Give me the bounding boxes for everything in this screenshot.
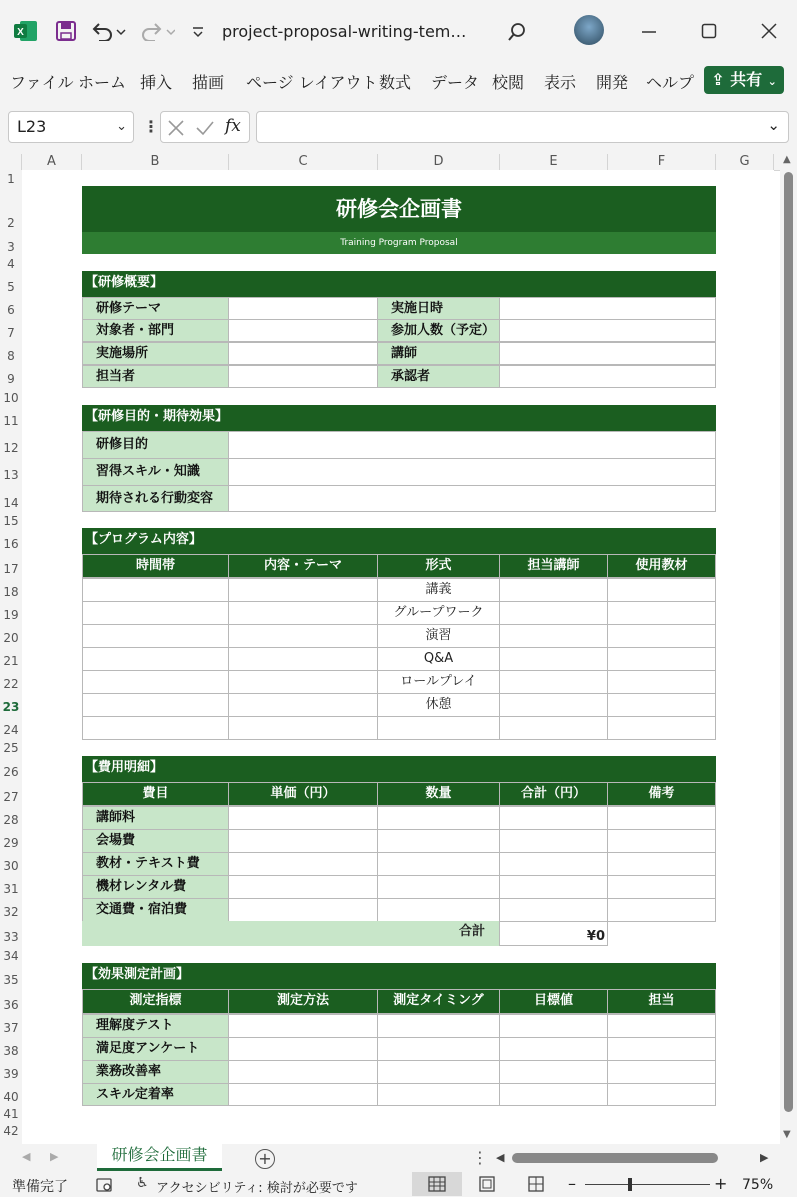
- share-button[interactable]: [704, 66, 784, 94]
- input-cell[interactable]: [607, 1083, 716, 1106]
- input-cell[interactable]: [499, 875, 608, 899]
- input-cell[interactable]: [228, 365, 378, 388]
- cost-item-label: 講師料: [82, 806, 229, 830]
- accessibility-status[interactable]: アクセシビリティ: 検討が必要です: [156, 1181, 358, 1196]
- input-cell[interactable]: [499, 647, 608, 671]
- label-participants: 参加人数（予定）: [377, 319, 500, 342]
- input-cell[interactable]: [607, 670, 716, 694]
- file-name: project-proposal-writing-tem…: [222, 22, 467, 41]
- row-header[interactable]: 19: [3, 608, 19, 622]
- name-box[interactable]: [8, 111, 134, 143]
- input-cell[interactable]: [607, 806, 716, 830]
- input-cell[interactable]: [228, 693, 378, 717]
- row-header[interactable]: 29: [3, 836, 19, 850]
- format-cell[interactable]: ロールプレイ: [377, 670, 500, 694]
- status-bar: [0, 1172, 797, 1197]
- input-cell[interactable]: [228, 601, 378, 625]
- label-behavior: 期待される行動変容: [82, 485, 229, 512]
- formula-input[interactable]: [256, 111, 789, 143]
- input-cell[interactable]: [228, 806, 378, 830]
- input-cell[interactable]: [607, 829, 716, 853]
- expand-formula-icon[interactable]: ⌄: [767, 116, 780, 134]
- tab-page-layout[interactable]: ページ レイアウト: [246, 73, 378, 92]
- zoom-slider-handle[interactable]: [628, 1178, 632, 1191]
- input-cell[interactable]: [499, 578, 608, 602]
- input-cell[interactable]: [377, 1060, 500, 1084]
- input-cell[interactable]: [499, 716, 608, 740]
- tab-formulas[interactable]: 数式: [379, 73, 412, 92]
- scroll-down-icon[interactable]: ▼: [783, 1129, 791, 1140]
- input-cell[interactable]: [82, 693, 229, 717]
- vertical-scrollbar[interactable]: [780, 154, 797, 1144]
- close-icon[interactable]: [761, 23, 777, 39]
- row-header[interactable]: 28: [3, 813, 19, 827]
- metric-label: 満足度アンケート: [82, 1037, 229, 1061]
- sheet-tabs-bar: [0, 1144, 797, 1172]
- input-cell[interactable]: [499, 342, 716, 365]
- row-header[interactable]: 13: [3, 468, 19, 482]
- undo-icon[interactable]: [91, 21, 127, 41]
- column-heading: 形式: [377, 554, 500, 578]
- tab-draw[interactable]: 描画: [192, 73, 225, 92]
- enter-icon[interactable]: [195, 119, 215, 137]
- row-header[interactable]: 12: [3, 441, 19, 455]
- grid-view-icon: [428, 1176, 446, 1192]
- input-cell[interactable]: [82, 670, 229, 694]
- row-header[interactable]: 11: [3, 414, 19, 428]
- label-owner: 担当者: [82, 365, 229, 388]
- column-heading: 測定タイミング: [377, 989, 500, 1014]
- row-header[interactable]: 40: [3, 1090, 19, 1104]
- scroll-right-icon[interactable]: ▶: [760, 1151, 769, 1164]
- row-header[interactable]: 26: [3, 765, 19, 779]
- input-cell[interactable]: [607, 601, 716, 625]
- metric-label: スキル定着率: [82, 1083, 229, 1106]
- input-cell[interactable]: [228, 829, 378, 853]
- input-cell[interactable]: [228, 1083, 378, 1106]
- label-theme: 研修テーマ: [82, 297, 229, 320]
- input-cell[interactable]: [82, 624, 229, 648]
- input-cell[interactable]: [228, 1060, 378, 1084]
- next-sheet-icon[interactable]: ▶: [50, 1150, 59, 1163]
- input-cell[interactable]: [377, 806, 500, 830]
- page-title: 研修会企画書: [82, 186, 716, 232]
- column-heading: 時間帯: [82, 554, 229, 578]
- column-heading: 使用教材: [607, 554, 716, 578]
- input-cell[interactable]: [607, 1037, 716, 1061]
- format-cell[interactable]: グループワーク: [377, 601, 500, 625]
- row-header[interactable]: 15: [3, 514, 19, 528]
- section-header-evaluation: 【効果測定計画】: [82, 963, 716, 989]
- column-header-c[interactable]: C: [229, 154, 378, 170]
- row-header[interactable]: 8: [7, 349, 15, 363]
- formula-buttons: [160, 111, 250, 143]
- row-header[interactable]: 2: [7, 216, 15, 230]
- input-cell[interactable]: [499, 297, 716, 320]
- label-target: 対象者・部門: [82, 319, 229, 342]
- row-headers: [0, 170, 23, 1144]
- status-ready: 準備完了: [12, 1179, 68, 1195]
- input-cell[interactable]: [228, 875, 378, 899]
- row-header[interactable]: 7: [7, 326, 15, 340]
- input-cell[interactable]: [499, 1083, 608, 1106]
- row-header[interactable]: 18: [3, 585, 19, 599]
- format-cell[interactable]: Q&A: [377, 647, 500, 671]
- page-break-view-icon[interactable]: [528, 1176, 544, 1192]
- add-sheet-icon[interactable]: +: [255, 1149, 275, 1169]
- column-header-a[interactable]: A: [22, 154, 82, 170]
- row-header[interactable]: 33: [3, 930, 19, 944]
- prev-sheet-icon[interactable]: ◀: [22, 1150, 31, 1163]
- section-header-program: 【プログラム内容】: [82, 528, 716, 554]
- page-subtitle: Training Program Proposal: [82, 232, 716, 254]
- input-cell[interactable]: [82, 716, 229, 740]
- row-header[interactable]: 4: [7, 257, 15, 271]
- column-heading: 測定指標: [82, 989, 229, 1014]
- row-header[interactable]: 34: [3, 949, 19, 963]
- input-cell[interactable]: [499, 601, 608, 625]
- input-cell[interactable]: [228, 458, 716, 486]
- input-cell[interactable]: [228, 852, 378, 876]
- select-all-corner[interactable]: [0, 154, 22, 170]
- more-options-icon[interactable]: ⋮: [143, 117, 159, 136]
- row-header[interactable]: 27: [3, 790, 19, 804]
- label-purpose: 研修目的: [82, 431, 229, 459]
- row-header[interactable]: 22: [3, 677, 19, 691]
- column-heading: 内容・テーマ: [228, 554, 378, 578]
- input-cell[interactable]: [82, 647, 229, 671]
- tab-help[interactable]: ヘルプ: [646, 73, 695, 92]
- input-cell[interactable]: [499, 365, 716, 388]
- column-header-f[interactable]: F: [608, 154, 716, 170]
- metric-label: 業務改善率: [82, 1060, 229, 1084]
- scroll-up-icon[interactable]: ▲: [783, 154, 791, 165]
- sheet-tab-active[interactable]: 研修会企画書: [97, 1144, 222, 1171]
- tab-view[interactable]: 表示: [544, 73, 577, 92]
- row-header[interactable]: 32: [3, 905, 19, 919]
- input-cell[interactable]: [499, 693, 608, 717]
- tab-file[interactable]: ファイル: [10, 73, 74, 92]
- zoom-out-button[interactable]: –: [568, 1174, 576, 1193]
- column-heading: 合計（円）: [499, 782, 608, 806]
- format-cell[interactable]: 演習: [377, 624, 500, 648]
- column-heading: 測定方法: [228, 989, 378, 1014]
- tab-review[interactable]: 校閲: [492, 73, 525, 92]
- svg-text:X: X: [17, 27, 24, 38]
- input-cell[interactable]: [499, 1037, 608, 1061]
- row-header[interactable]: 17: [3, 562, 19, 576]
- cost-item-label: 教材・テキスト費: [82, 852, 229, 876]
- ribbon-tabs: [0, 62, 797, 100]
- column-header-g[interactable]: G: [716, 154, 774, 170]
- input-cell[interactable]: [377, 1083, 500, 1106]
- excel-icon: [14, 20, 38, 42]
- input-cell[interactable]: [228, 485, 716, 512]
- avatar[interactable]: [574, 15, 604, 45]
- column-header-b[interactable]: B: [82, 154, 229, 170]
- column-heading: 担当講師: [499, 554, 608, 578]
- label-date: 実施日時: [377, 297, 500, 320]
- row-header[interactable]: 39: [3, 1067, 19, 1081]
- redo-icon[interactable]: [139, 21, 175, 41]
- input-cell[interactable]: [607, 578, 716, 602]
- section-header-cost: 【費用明細】: [82, 756, 716, 782]
- tab-data[interactable]: データ: [431, 73, 480, 92]
- total-value[interactable]: ¥0: [499, 921, 608, 946]
- total-label: 合計: [82, 921, 500, 946]
- cost-item-label: 会場費: [82, 829, 229, 853]
- input-cell[interactable]: [228, 319, 378, 342]
- column-header-d[interactable]: D: [378, 154, 500, 170]
- row-header[interactable]: 37: [3, 1021, 19, 1035]
- macro-recording-icon[interactable]: [96, 1177, 114, 1193]
- zoom-in-button[interactable]: +: [714, 1174, 728, 1193]
- share-icon: ⇪: [711, 70, 725, 89]
- label-approver: 承認者: [377, 365, 500, 388]
- input-cell[interactable]: [377, 875, 500, 899]
- column-heading: 目標値: [499, 989, 608, 1014]
- column-heading: 数量: [377, 782, 500, 806]
- normal-view-button[interactable]: [412, 1172, 462, 1196]
- input-cell[interactable]: [228, 898, 378, 922]
- input-cell[interactable]: [228, 647, 378, 671]
- row-header[interactable]: 5: [7, 280, 15, 294]
- cost-item-label: 機材レンタル費: [82, 875, 229, 899]
- row-header[interactable]: 23: [2, 700, 20, 714]
- page-layout-view-icon[interactable]: [479, 1176, 495, 1192]
- input-cell[interactable]: [499, 1014, 608, 1038]
- share-label: 共有: [730, 70, 763, 89]
- input-cell[interactable]: [228, 578, 378, 602]
- row-header[interactable]: 21: [3, 654, 19, 668]
- input-cell[interactable]: [499, 898, 608, 922]
- minimize-icon[interactable]: [641, 24, 657, 40]
- row-header[interactable]: 3: [7, 240, 15, 254]
- column-heading: 単価（円）: [228, 782, 378, 806]
- row-header[interactable]: 41: [3, 1107, 19, 1121]
- row-header[interactable]: 31: [3, 882, 19, 896]
- column-heading: 費目: [82, 782, 229, 806]
- input-cell[interactable]: [228, 342, 378, 365]
- row-header[interactable]: 6: [7, 303, 15, 317]
- scroll-left-icon[interactable]: ◀: [496, 1151, 505, 1164]
- input-cell[interactable]: [499, 670, 608, 694]
- input-cell[interactable]: [82, 578, 229, 602]
- accessibility-icon[interactable]: ♿: [136, 1175, 149, 1191]
- input-cell[interactable]: [228, 1037, 378, 1061]
- input-cell[interactable]: [377, 1037, 500, 1061]
- tab-developer[interactable]: 開発: [596, 73, 629, 92]
- section-header-purpose: 【研修目的・期待効果】: [82, 405, 716, 431]
- maximize-icon[interactable]: [701, 23, 717, 39]
- input-cell[interactable]: [607, 716, 716, 740]
- input-cell[interactable]: [499, 852, 608, 876]
- input-cell[interactable]: [228, 716, 378, 740]
- column-heading: 備考: [607, 782, 716, 806]
- row-header[interactable]: 30: [3, 859, 19, 873]
- label-skills: 習得スキル・知識: [82, 458, 229, 486]
- input-cell[interactable]: [499, 624, 608, 648]
- section-header-overview: 【研修概要】: [82, 271, 716, 297]
- save-icon[interactable]: [56, 21, 76, 41]
- scroll-thumb[interactable]: [784, 172, 793, 1112]
- row-header[interactable]: 38: [3, 1044, 19, 1058]
- input-cell[interactable]: [228, 431, 716, 459]
- input-cell[interactable]: [607, 898, 716, 922]
- row-header[interactable]: 25: [3, 741, 19, 755]
- cancel-icon[interactable]: [167, 119, 185, 137]
- chevron-down-icon: ⌄: [767, 75, 777, 88]
- format-cell[interactable]: 休憩: [377, 693, 500, 717]
- row-header[interactable]: 10: [3, 391, 19, 405]
- row-header[interactable]: 16: [3, 537, 19, 551]
- input-cell[interactable]: [377, 898, 500, 922]
- input-cell[interactable]: [607, 1014, 716, 1038]
- input-cell[interactable]: [228, 1014, 378, 1038]
- row-header[interactable]: 35: [3, 973, 19, 987]
- row-header[interactable]: 1: [7, 172, 15, 186]
- column-header-e[interactable]: E: [500, 154, 608, 170]
- tab-insert[interactable]: 挿入: [140, 73, 173, 92]
- row-header[interactable]: 20: [3, 631, 19, 645]
- input-cell[interactable]: [228, 624, 378, 648]
- chevron-down-icon[interactable]: ⌄: [116, 119, 127, 134]
- input-cell[interactable]: [82, 601, 229, 625]
- cost-item-label: 交通費・宿泊費: [82, 898, 229, 922]
- row-header[interactable]: 24: [3, 723, 19, 737]
- input-cell[interactable]: [499, 829, 608, 853]
- input-cell[interactable]: [499, 1060, 608, 1084]
- input-cell[interactable]: [228, 297, 378, 320]
- input-cell[interactable]: [607, 875, 716, 899]
- input-cell[interactable]: [377, 1014, 500, 1038]
- input-cell[interactable]: [499, 806, 608, 830]
- column-heading: 担当: [607, 989, 716, 1014]
- row-header[interactable]: 14: [3, 496, 19, 510]
- horizontal-scroll-thumb[interactable]: [512, 1153, 718, 1163]
- label-venue: 実施場所: [82, 342, 229, 365]
- metric-label: 理解度テスト: [82, 1014, 229, 1038]
- input-cell[interactable]: [607, 624, 716, 648]
- input-cell[interactable]: [377, 829, 500, 853]
- name-box-value: L23: [17, 117, 47, 136]
- input-cell[interactable]: [228, 670, 378, 694]
- search-icon[interactable]: [506, 21, 528, 43]
- label-instructor: 講師: [377, 342, 500, 365]
- zoom-slider-track[interactable]: [585, 1184, 710, 1185]
- format-cell[interactable]: 講義: [377, 578, 500, 602]
- input-cell[interactable]: [377, 852, 500, 876]
- more-options-icon[interactable]: ⋮: [472, 1148, 488, 1167]
- zoom-level[interactable]: 75%: [742, 1177, 774, 1193]
- row-header[interactable]: 42: [3, 1124, 19, 1138]
- row-header[interactable]: 9: [7, 372, 15, 386]
- input-cell[interactable]: [607, 647, 716, 671]
- input-cell[interactable]: [607, 1060, 716, 1084]
- input-cell[interactable]: [499, 319, 716, 342]
- title-bar: [0, 0, 797, 62]
- tab-home[interactable]: ホーム: [78, 73, 127, 92]
- format-cell[interactable]: [377, 716, 500, 740]
- customize-icon[interactable]: [191, 25, 205, 39]
- input-cell[interactable]: [607, 693, 716, 717]
- input-cell[interactable]: [607, 852, 716, 876]
- insert-function-icon[interactable]: fx: [225, 116, 241, 136]
- row-header[interactable]: 36: [3, 998, 19, 1012]
